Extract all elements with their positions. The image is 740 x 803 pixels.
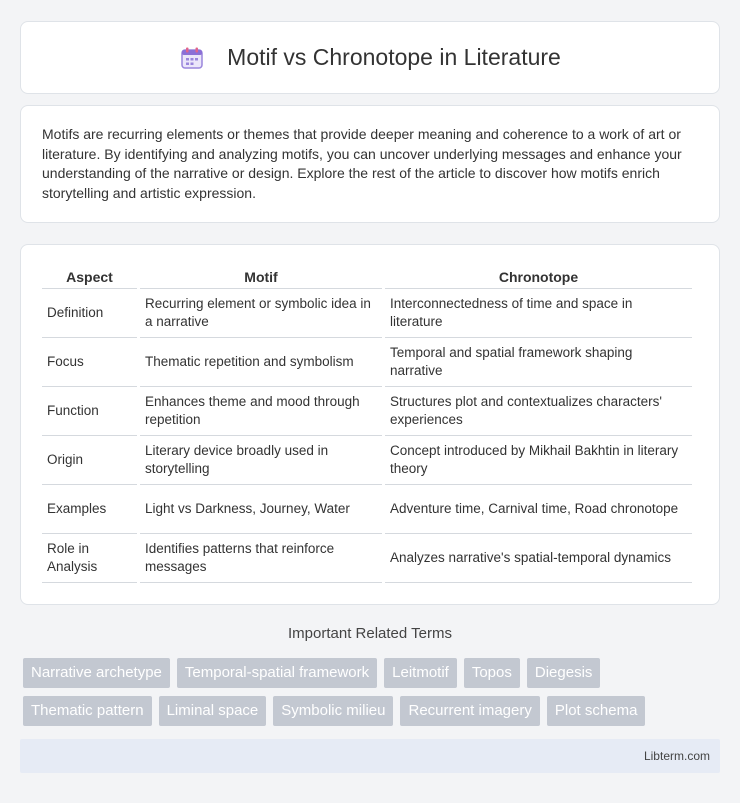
related-terms — [23, 658, 723, 734]
table-row — [42, 485, 692, 534]
cell-aspect: Origin — [42, 436, 137, 485]
term-tag[interactable]: Recurrent imagery — [400, 696, 539, 726]
cell-chronotope: Concept introduced by Mikhail Bakhtin in literary theory — [385, 436, 692, 485]
cell-aspect: Focus — [42, 338, 137, 387]
cell-motif: Literary device broadly used in storytelling — [140, 436, 382, 485]
related-terms-heading: Important Related Terms — [288, 625, 452, 642]
term-tag[interactable]: Liminal space — [159, 696, 267, 726]
cell-chronotope: Structures plot and contextualizes characters' experiences — [385, 387, 692, 436]
header-motif: Motif — [140, 265, 382, 289]
footer-site-link[interactable]: Libterm.com — [643, 749, 710, 763]
table-row — [42, 534, 692, 583]
title-card — [20, 21, 720, 94]
term-tag[interactable]: Thematic pattern — [23, 696, 152, 726]
intro-paragraph: Motifs are recurring elements or themes that provide deeper meaning and coherence to a work of art or literature. By identifying and analyzing motifs, you can uncover underlying messages and enhance your understanding of the narrative or design. Explore the rest of the article to discover how motifs enrich storytelling and artistic expression. — [42, 126, 682, 201]
term-tag[interactable]: Plot schema — [547, 696, 646, 726]
comparison-table — [39, 265, 695, 583]
cell-aspect: Examples — [42, 485, 137, 534]
cell-motif: Thematic repetition and symbolism — [140, 338, 382, 387]
term-tag[interactable]: Narrative archetype — [23, 658, 170, 688]
related-terms-row — [23, 696, 723, 726]
cell-motif: Recurring element or symbolic idea in a narrative — [140, 289, 382, 338]
cell-chronotope: Adventure time, Carnival time, Road chronotope — [385, 485, 692, 534]
table-row — [42, 436, 692, 485]
calendar-icon — [179, 45, 205, 71]
comparison-table-card — [20, 244, 720, 605]
term-tag[interactable]: Topos — [464, 658, 520, 688]
table-row — [42, 387, 692, 436]
table-header-row — [42, 265, 692, 289]
cell-aspect: Definition — [42, 289, 137, 338]
term-tag[interactable]: Leitmotif — [384, 658, 457, 688]
term-tag[interactable]: Symbolic milieu — [273, 696, 393, 726]
intro-card — [20, 105, 720, 223]
cell-motif: Light vs Darkness, Journey, Water — [140, 485, 382, 534]
cell-chronotope: Interconnectedness of time and space in literature — [385, 289, 692, 338]
term-tag[interactable]: Diegesis — [527, 658, 601, 688]
header-chronotope: Chronotope — [385, 265, 692, 289]
table-row — [42, 338, 692, 387]
page-title: Motif vs Chronotope in Literature — [227, 44, 561, 70]
cell-motif: Enhances theme and mood through repetition — [140, 387, 382, 436]
cell-chronotope: Analyzes narrative's spatial-temporal dynamics — [385, 534, 692, 583]
cell-aspect: Role in Analysis — [42, 534, 137, 583]
header-aspect: Aspect — [42, 265, 137, 289]
cell-motif: Identifies patterns that reinforce messages — [140, 534, 382, 583]
related-terms-row — [23, 658, 723, 688]
cell-chronotope: Temporal and spatial framework shaping narrative — [385, 338, 692, 387]
footer — [20, 739, 720, 773]
table-row — [42, 289, 692, 338]
term-tag[interactable]: Temporal-spatial framework — [177, 658, 377, 688]
cell-aspect: Function — [42, 387, 137, 436]
